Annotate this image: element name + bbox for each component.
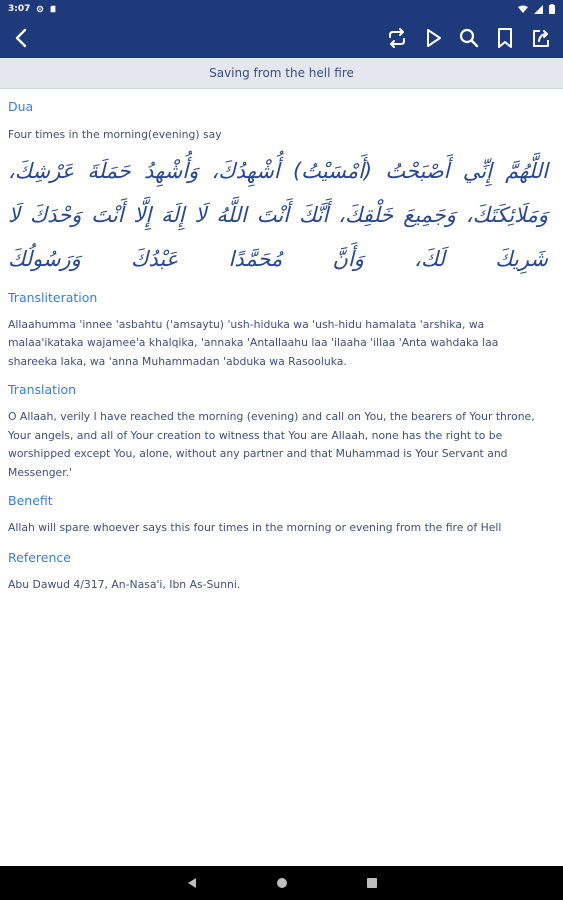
repeat-icon [385,26,409,50]
share-button[interactable] [527,24,555,52]
back-arrow-icon [10,26,34,50]
nav-home-icon [276,877,288,889]
dua-heading: Dua [8,99,34,114]
back-button[interactable] [10,26,34,50]
app-bar-actions [383,24,555,52]
app-bar [0,18,563,58]
nav-back-icon [186,877,198,889]
translation-heading: Translation [8,382,77,397]
status-right-group [518,4,555,14]
signal-icon [534,5,543,14]
nav-recents-button[interactable] [365,876,379,890]
battery-icon [549,4,555,14]
play-button[interactable] [419,24,447,52]
share-icon [529,26,553,50]
search-icon [457,26,481,50]
status-bar [0,0,563,18]
bookmark-button[interactable] [491,24,519,52]
arabic-text: اللَّهُمَّ إِنِّي أَصْبَحْتُ (أَمْسَيْتُ) أُشْهِدُكَ، وَأُشْهِدُ حَمَلَةَ عَرْشِكَ، وَمَلَائِكَتَكَ، وَجَمِيعَ خَلْقِكَ، أَنَّكَ أَنْتَ اللَّهُ لَا إِلَهَ إِلَّا أَنْتَ وَحْدَكَ لَا شَرِيكَ لَكَ، وَأَنَّ مُحَمَّدًا عَبْدُكَ وَرَسُولُكَ [8,158,548,271]
nav-back-button[interactable] [185,876,199,890]
benefit-heading: Benefit [8,493,53,508]
translation-text: O Allaah, verily I have reached the morning (evening) and call on You, the bearers of Your throne, Your angels, and all of Your creation to witness that You are Allaah, none has the right to be worshipped except You, alone, without any partner and that Muhammad is Your Servant and Messenger.' [8,410,535,479]
system-navigation-bar [0,866,563,900]
dua-instruction: Four times in the morning(evening) say [8,128,222,141]
nav-home-button[interactable] [275,876,289,890]
benefit-text: Allah will spare whoever says this four times in the morning or evening from the fire of Hell [8,521,502,534]
search-button[interactable] [455,24,483,52]
sd-card-status-icon [49,5,57,13]
wifi-icon [518,5,528,14]
repeat-button[interactable] [383,24,411,52]
reference-text: Abu Dawud 4/317, An-Nasa'i, Ibn As-Sunni. [8,577,241,591]
reference-heading: Reference [8,549,71,565]
dua-content [8,96,548,594]
transliteration-text: Allaahumma 'innee 'asbahtu ('amsaytu) 'ush-hiduka wa 'ush-hidu hamalata 'arshika, wa malaa'ikataka wajamee'a khalqika, 'annaka 'Antallaahu laa 'ilaaha 'illaa 'Anta wahdaka laa shareeka laka, wa 'anna Muhammadan 'abduka wa Rasooluka. [8,317,499,368]
nav-recents-icon [366,877,378,889]
bookmark-icon [493,26,517,50]
play-icon [421,26,445,50]
page-title-bar [0,58,563,89]
status-time: 3:07 [8,4,31,14]
page-title: Saving from the hell fire [209,66,354,80]
transliteration-heading: Transliteration [8,289,98,305]
settings-status-icon [36,5,44,13]
